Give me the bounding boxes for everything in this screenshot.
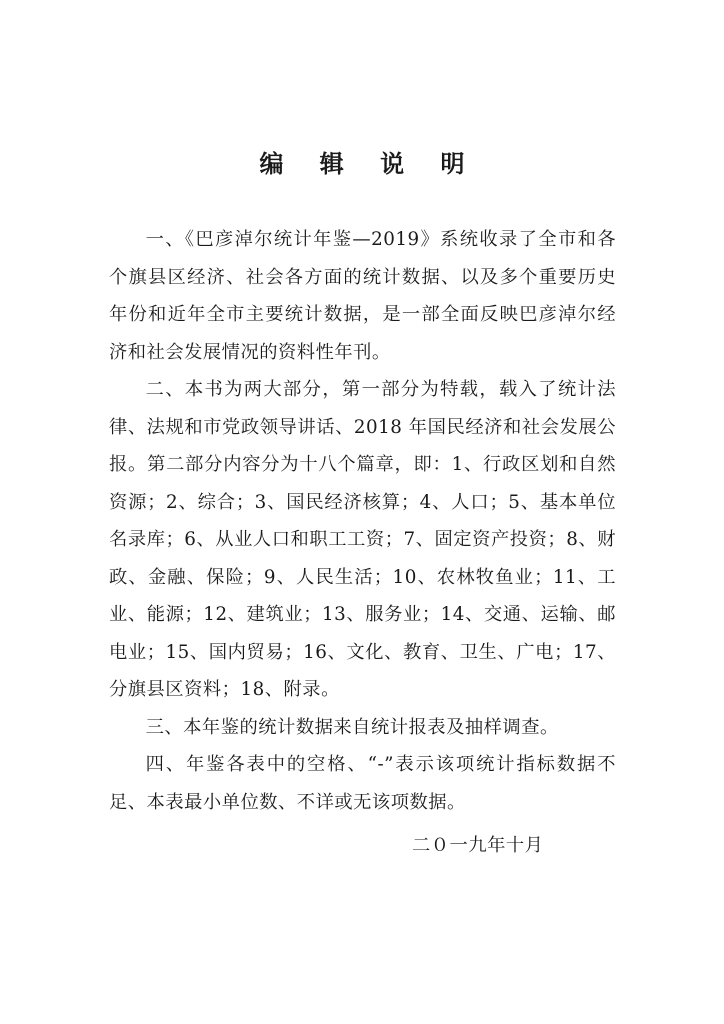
page-title: 编 辑 说 明 (259, 150, 479, 178)
document-date: 二０一九年十月 (412, 835, 544, 856)
paragraph-2: 二、本书为两大部分，第一部分为特载，载入了统计法律、法规和市党政领导讲话、2018 年国民经济和社会发展公报。第二部分内容分为十八个篇章，即：1、行政区划和自然资源；2、综合；3、国民经济核算；4、人口；5、基本单位名录库；6、从业人口和职工工资；7、固定资产投资；8、财政、金融、保险；9、人民生活；10、农林牧鱼业；11、工业、能源；12、建筑业；13、服务业；14、交通、运输、邮电业；15、国内贸易；16、文化、教育、卫生、广电；17、分旗县区资料；18、附录。 (109, 379, 616, 700)
paragraph-4: 四、年鉴各表中的空格、“-”表示该项统计指标数据不足、本表最小单位数、不详或无该项数据。 (109, 754, 616, 813)
paragraph-1: 一、《巴彦淖尔统计年鉴—2019》系统收录了全市和各个旗县区经济、社会各方面的统计数据、以及多个重要历史年份和近年全市主要统计数据，是一部全面反映巴彦淖尔经济和社会发展情况的资料性年刊。 (109, 229, 616, 363)
document-body (109, 221, 616, 821)
paragraph-3: 三、本年鉴的统计数据来自统计报表及抽样调查。 (145, 716, 559, 738)
